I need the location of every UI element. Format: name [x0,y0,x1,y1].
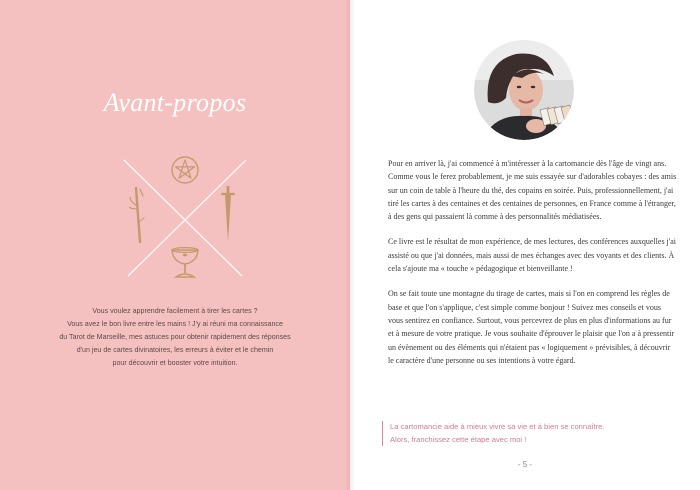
paragraph: Pour en arriver là, j'ai commencé à m'intéresser à la cartomancie dès l'âge de vingt ans. Comme vous le ferez probablement, je me suis essayée sur d'adorables cobayes : des amis sur un coin de table à l'heure du thé, des copains en soirée. Puis, professionnellement, j'ai tiré les cartes à des centaines et des centaines de personnes, en France comme à l'étranger, à des gens qui passaient là comme à des personnalités médiatisées. [388,159,677,222]
main-text [388,157,678,379]
intro-line: du Tarot de Marseille, mes astuces pour obtenir rapidement des réponses [59,333,291,341]
intro-line: Vous avez le bon livre entre les mains ! J'y ai réuni ma connaissance [67,320,283,328]
page-number: - 5 - [517,460,533,469]
sword-icon [222,186,234,242]
tarot-suits-emblem-icon [120,152,250,282]
pull-quote [382,421,680,446]
cup-icon [172,248,198,277]
intro-line: pour découvrir et booster votre intuition. [112,359,238,367]
paragraph: On se fait toute une montagne du tirage de cartes, mais si l'on en comprend les règles de base et que l'on s'applique, c'est simple comme bonjour ! Suivez mes conseils et vous vous sentirez en confiance. Surtout, vous percevrez de plus en plus d'informations au fur et à mesure de votre pratique. Je vous souhaite d'éprouver le plaisir que l'on a à pressentir un évènement ou des éléments qui n'étaient pas « logiquement » prévisibles, à découvrir le caractère d'une personne ou ses intentions à votre égard. [388,289,675,365]
wand-icon [129,188,144,242]
intro-line: d'un jeu de cartes divinatoires, les erreurs à éviter et le chemin [76,346,274,354]
pentacle-icon [172,157,198,183]
intro-line: Vous voulez apprendre facilement à tirer les cartes ? [92,307,258,315]
book-gutter [344,0,356,490]
quote-line: Alors, franchissez cette étape avec moi ! [390,434,527,444]
quote-line: La cartomancie aide à mieux vivre sa vie et à bien se connaître. [390,422,605,431]
intro-text [40,305,310,370]
author-portrait-icon [474,40,574,140]
paragraph: Ce livre est le résultat de mon expérience, de mes lectures, des conférences auxquelles j'ai assisté ou que j'ai données, mais aussi de mes échanges avec des voyants et des clients. À cela s'ajoute ma « touche » pédagogique et bienveillante ! [388,237,676,274]
page-title: Avant-propos [103,88,247,117]
